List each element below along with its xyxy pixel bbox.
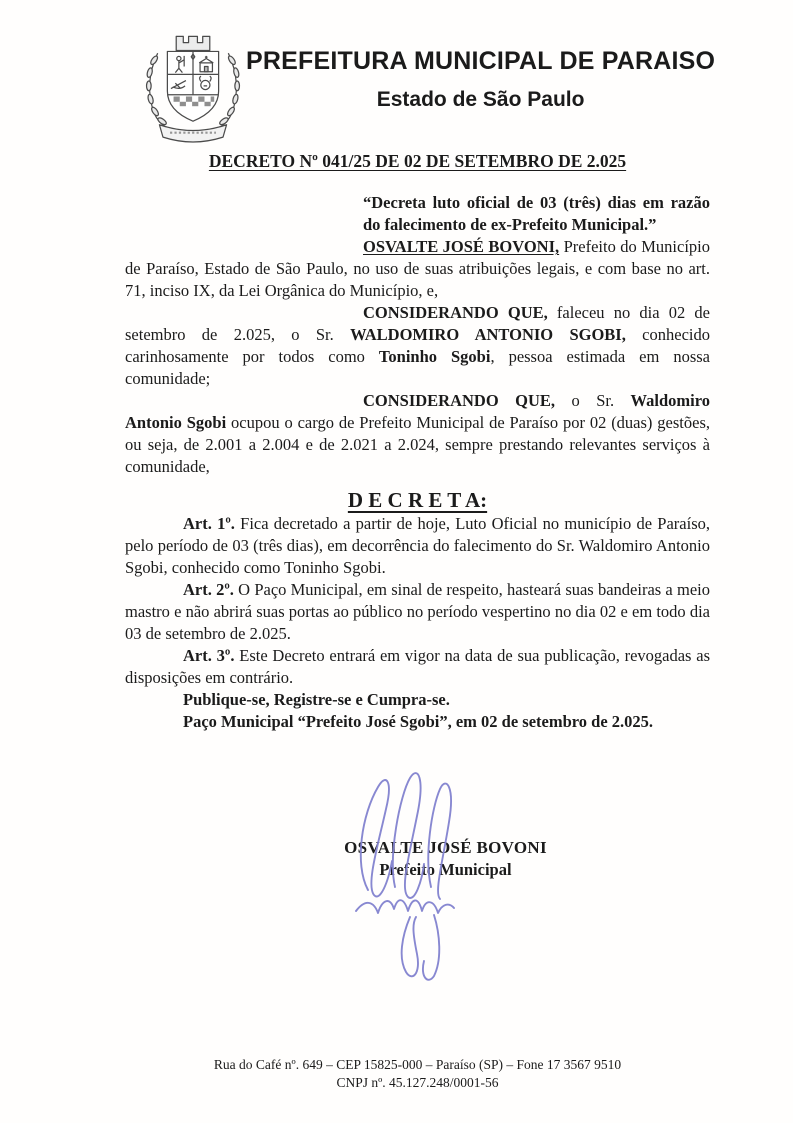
article-1 xyxy=(125,513,710,579)
place-and-date: Paço Municipal “Prefeito José Sgobi”, em 02 de setembro de 2.025. xyxy=(183,712,654,731)
deceased-name-run: Waldomiro Antonio Sgobi xyxy=(125,391,711,432)
decree-body xyxy=(125,151,710,880)
article-text: Fica decretado a partir de hoje, Luto Oficial no município de Paraíso, pelo período de 03 (três dias), em decorrência do falecimento do Sr. Waldomiro Antonio Sgobi, conhecido como Toninho Sgobi. xyxy=(125,514,710,577)
signer-name: OSVALTE JOSÉ BOVONI xyxy=(344,838,547,857)
municipal-coat-of-arms-icon xyxy=(140,25,246,145)
signature-block xyxy=(153,838,738,880)
deceased-name-run: WALDOMIRO ANTONIO SGOBI, xyxy=(350,325,626,344)
consideration-text-run: faleceu no dia 02 de setembro de 2.025, o Sr. xyxy=(125,303,711,344)
preamble-text-run: Prefeito do Município de Paraíso, Estado de São Paulo, no uso de suas atribuições legais, e com base no art. 71, inciso IX, da Lei Orgânica do Município, e, xyxy=(125,237,710,300)
consideration-text-run: , pessoa estimada em nossa comunidade; xyxy=(125,347,710,388)
article-label: Art. 3º. xyxy=(183,646,235,665)
organization-name: PREFEITURA MUNICIPAL DE PARAISO xyxy=(246,47,716,75)
consideration-paragraph-2 xyxy=(125,390,710,478)
article-2 xyxy=(125,579,710,645)
publication-order: Publique-se, Registre-se e Cumpra-se. xyxy=(183,690,450,709)
footer-address: Rua do Café nº. 649 – CEP 15825-000 – Paraíso (SP) – Fone 17 3567 9510 xyxy=(213,1057,622,1072)
article-label: Art. 2º. xyxy=(183,580,234,599)
considerando-lead: CONSIDERANDO QUE, xyxy=(363,303,548,322)
consideration-text-run: o Sr. xyxy=(555,391,631,410)
article-3 xyxy=(125,645,710,689)
article-label: Art. 1º. xyxy=(183,514,235,533)
article-text: Este Decreto entrará em vigor na data de sua publicação, revogadas as disposições em contrário. xyxy=(125,646,711,687)
decree-epigraph: “Decreta luto oficial de 03 (três) dias em razão do falecimento de ex-Prefeito Municipal.” xyxy=(363,193,710,234)
consideration-paragraph-1 xyxy=(125,302,710,390)
preamble-paragraph xyxy=(125,236,710,302)
article-text: O Paço Municipal, em sinal de respeito, hasteará suas bandeiras a meio mastro e não abrirá suas portas ao público no período vespertino no dia 02 e em todo dia 03 de setembro de 2.025. xyxy=(125,580,710,643)
letterhead xyxy=(0,0,793,145)
considerando-lead: CONSIDERANDO QUE, xyxy=(363,391,556,410)
decree-title: DECRETO Nº 041/25 DE 02 DE SETEMBRO DE 2.025 xyxy=(208,151,627,171)
consideration-text-run: ocupou o cargo de Prefeito Municipal de Paraíso por 02 (duas) gestões, ou seja, de 2.001 a 2.004 e de 2.021 a 2.024, sempre prestando relevantes serviços à comunidade, xyxy=(125,413,710,476)
footer-cnpj: CNPJ nº. 45.127.248/0001-56 xyxy=(336,1074,499,1090)
mayor-name-run: OSVALTE JOSÉ BOVONI, xyxy=(363,237,560,256)
nickname-run: Toninho Sgobi xyxy=(378,347,491,366)
state-name: Estado de São Paulo xyxy=(376,88,585,111)
document-footer xyxy=(125,1056,710,1091)
letterhead-text xyxy=(246,25,715,112)
signer-role: Prefeito Municipal xyxy=(379,860,512,879)
decreta-heading: D E C R E T A: xyxy=(347,488,488,512)
consideration-text-run: conhecido carinhosamente por todos como xyxy=(125,325,710,366)
